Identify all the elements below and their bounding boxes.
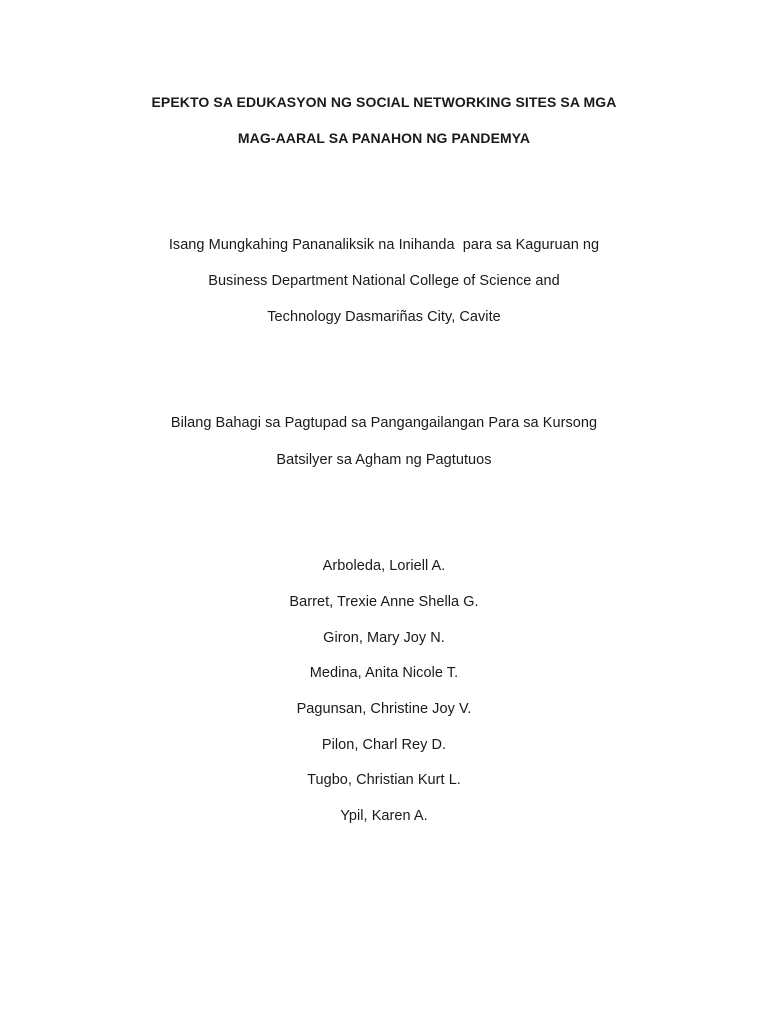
- author-name: Arboleda, Loriell A.: [322, 558, 446, 574]
- requirement-line-2: Batsilyer sa Agham ng Pagtutuos: [276, 452, 492, 468]
- title-line-1: EPEKTO SA EDUKASYON NG SOCIAL NETWORKING SITES SA MGA: [151, 94, 617, 110]
- author-name: Medina, Anita Nicole T.: [309, 665, 459, 681]
- author-name: Tugbo, Christian Kurt L.: [307, 772, 461, 788]
- author-name: Giron, Mary Joy N.: [323, 630, 445, 646]
- author-name: Pilon, Charl Rey D.: [321, 737, 447, 753]
- proposal-line-1: Isang Mungkahing Pananaliksik na Inihanda para sa Kaguruan ng: [168, 237, 600, 253]
- proposal-line-3: Technology Dasmariñas City, Cavite: [267, 309, 501, 325]
- title-line-2: MAG-AARAL SA PANAHON NG PANDEMYA: [237, 130, 531, 146]
- author-name: Pagunsan, Christine Joy V.: [296, 701, 472, 717]
- requirement-line-1: Bilang Bahagi sa Pagtupad sa Pangangailangan Para sa Kursong: [170, 415, 598, 431]
- author-name: Ypil, Karen A.: [340, 808, 428, 824]
- proposal-line-2: Business Department National College of Science and: [208, 273, 560, 289]
- author-name: Barret, Trexie Anne Shella G.: [289, 594, 479, 610]
